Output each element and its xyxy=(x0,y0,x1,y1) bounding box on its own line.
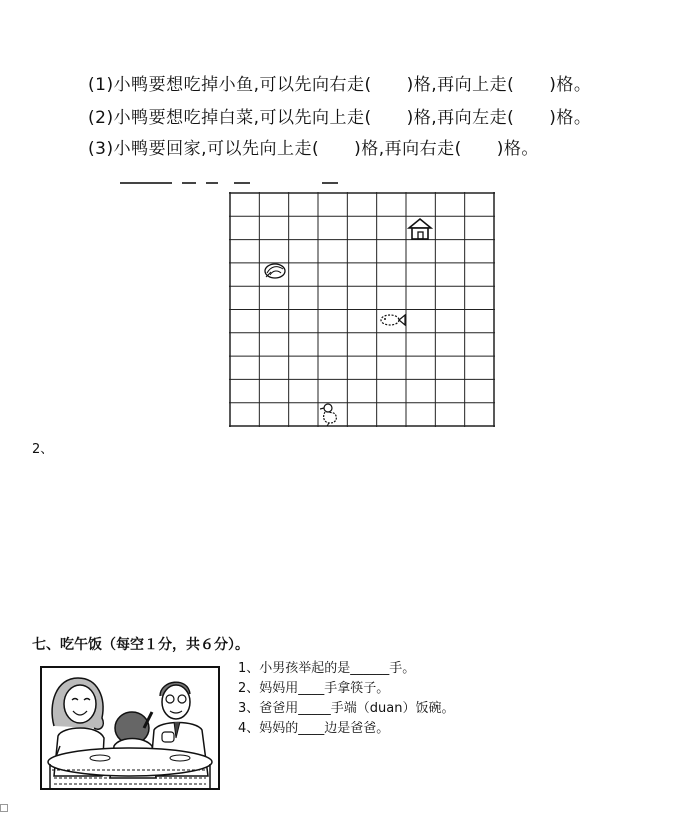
question-item: 1、小男孩举起的是______手。 xyxy=(238,661,416,676)
grid-lines xyxy=(229,192,495,427)
question-item: 2、妈妈用____手拿筷子。 xyxy=(238,681,390,696)
page-corner-mark xyxy=(0,804,8,812)
fish-icon xyxy=(377,312,407,328)
scan-dash-line xyxy=(120,182,172,184)
position-grid xyxy=(229,192,495,427)
family-lunch-illustration xyxy=(40,666,220,790)
question-1: (1)小鸭要想吃掉小鱼,可以先向右走( )格,再向上走( )格。 xyxy=(88,75,592,95)
duck-icon xyxy=(320,402,340,426)
scan-dash-line xyxy=(322,182,338,184)
question-3: (3)小鸭要回家,可以先向上走( )格,再向右走( )格。 xyxy=(88,139,539,159)
scan-dash-line xyxy=(234,182,250,184)
scan-dash-line xyxy=(206,182,218,184)
house-icon xyxy=(407,217,433,241)
cabbage-icon xyxy=(262,261,288,281)
section-7-title: 七、吃午饭（每空１分，共６分）。 xyxy=(32,637,249,653)
question-item: 3、爸爸用_____手端（duan）饭碗。 xyxy=(238,701,455,716)
question-item: 4、妈妈的____边是爸爸。 xyxy=(238,721,390,736)
question-2: (2)小鸭要想吃掉白菜,可以先向上走( )格,再向左走( )格。 xyxy=(88,108,592,128)
scan-dash-line xyxy=(182,182,196,184)
problem-number: 2、 xyxy=(32,442,54,457)
